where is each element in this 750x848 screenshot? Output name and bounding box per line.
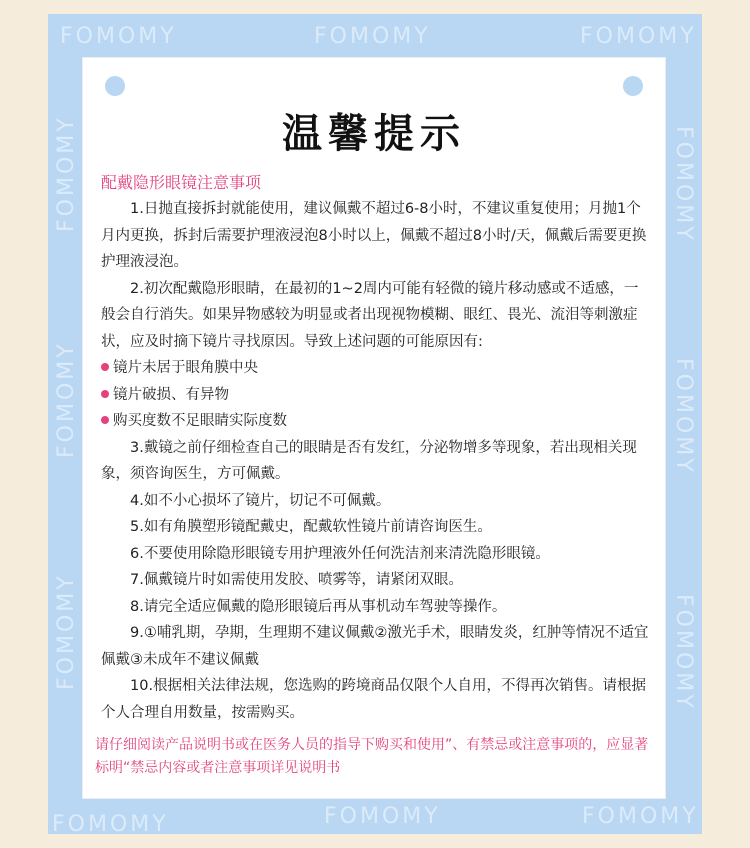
pin-hole-left xyxy=(105,76,125,96)
watermark: FOMOMY xyxy=(52,812,169,837)
bullet-dot-icon xyxy=(101,416,109,424)
bullet-text: 镜片破损、有异物 xyxy=(113,386,229,403)
notice-list xyxy=(101,196,651,726)
footer-note: 请仔细阅读产品说明书或在医务人员的指导下购买和使用”、有禁忌或注意事项的，应显著标明“禁忌内容或者注意事项详见说明书 xyxy=(95,737,649,776)
watermark: FOMOMY xyxy=(54,115,79,232)
watermark: FOMOMY xyxy=(314,24,431,49)
watermark: FOMOMY xyxy=(580,24,697,49)
notice-paragraph: 6.不要使用除隐形眼镜专用护理液外任何洗洁剂来清洗隐形眼镜。 xyxy=(130,545,550,562)
watermark: FOMOMY xyxy=(582,804,699,829)
pin-hole-right xyxy=(623,76,643,96)
watermark: FOMOMY xyxy=(54,341,79,458)
bullet-text: 镜片未居于眼角膜中央 xyxy=(113,360,258,376)
notice-paragraph: 2.初次配戴隐形眼睛，在最初的1~2周内可能有轻微的镜片移动感或不适感，一般会自行消失。如果异物感较为明显或者出现视物模糊、眼红、畏光、流泪等刺激症状，应及时摘下镜片寻找原因。导致上述问题的可能原因有: xyxy=(101,280,639,350)
notice-paragraph: 5.如有角膜塑形镜配戴史，配戴软性镜片前请咨询医生。 xyxy=(130,519,492,535)
notice-paragraph: 4.如不小心损坏了镜片，切记不可佩戴。 xyxy=(130,492,391,509)
watermark: FOMOMY xyxy=(671,358,696,475)
watermark: FOMOMY xyxy=(671,126,696,243)
watermark: FOMOMY xyxy=(60,24,177,49)
watermark: FOMOMY xyxy=(54,573,79,690)
notice-paragraph: 8.请完全适应佩戴的隐形眼镜后再从事机动车驾驶等操作。 xyxy=(130,598,507,615)
section-title: 配戴隐形眼镜注意事项 xyxy=(101,173,262,192)
bullet-dot-icon xyxy=(101,390,109,398)
watermark: FOMOMY xyxy=(324,804,441,829)
bullet-item xyxy=(101,382,651,409)
notice-paragraph: 1.日抛直接拆封就能使用，建议佩戴不超过6-8小时，不建议重复使用；月抛1个月内更换，拆封后需要护理液浸泡8小时以上，佩戴不超过8小时/天，佩戴后需要更换护理液浸泡。 xyxy=(101,201,647,270)
page-title: 温馨提示 xyxy=(282,111,466,157)
watermark: FOMOMY xyxy=(671,594,696,711)
notice-content xyxy=(101,170,651,726)
bullet-item xyxy=(101,355,651,382)
bullet-dot-icon xyxy=(101,363,109,371)
notice-paragraph: 7.佩戴镜片时如需使用发胶、喷雾等，请紧闭双眼。 xyxy=(130,572,463,588)
notice-card xyxy=(83,58,665,798)
notice-paragraph: 9.①哺乳期，孕期，生理期不建议佩戴②激光手术，眼睛发炎，红肿等情况不适宜佩戴③未成年不建议佩戴 xyxy=(101,625,649,668)
bullet-item xyxy=(101,408,651,435)
notice-paragraph: 3.戴镜之前仔细检查自己的眼睛是否有发红，分泌物增多等现象，若出现相关现象，须咨询医生，方可佩戴。 xyxy=(101,439,637,482)
notice-paragraph: 10.根据相关法律法规，您选购的跨境商品仅限个人自用，不得再次销售。请根据个人合理自用数量，按需购买。 xyxy=(101,678,647,721)
bullet-text: 购买度数不足眼睛实际度数 xyxy=(113,413,287,429)
